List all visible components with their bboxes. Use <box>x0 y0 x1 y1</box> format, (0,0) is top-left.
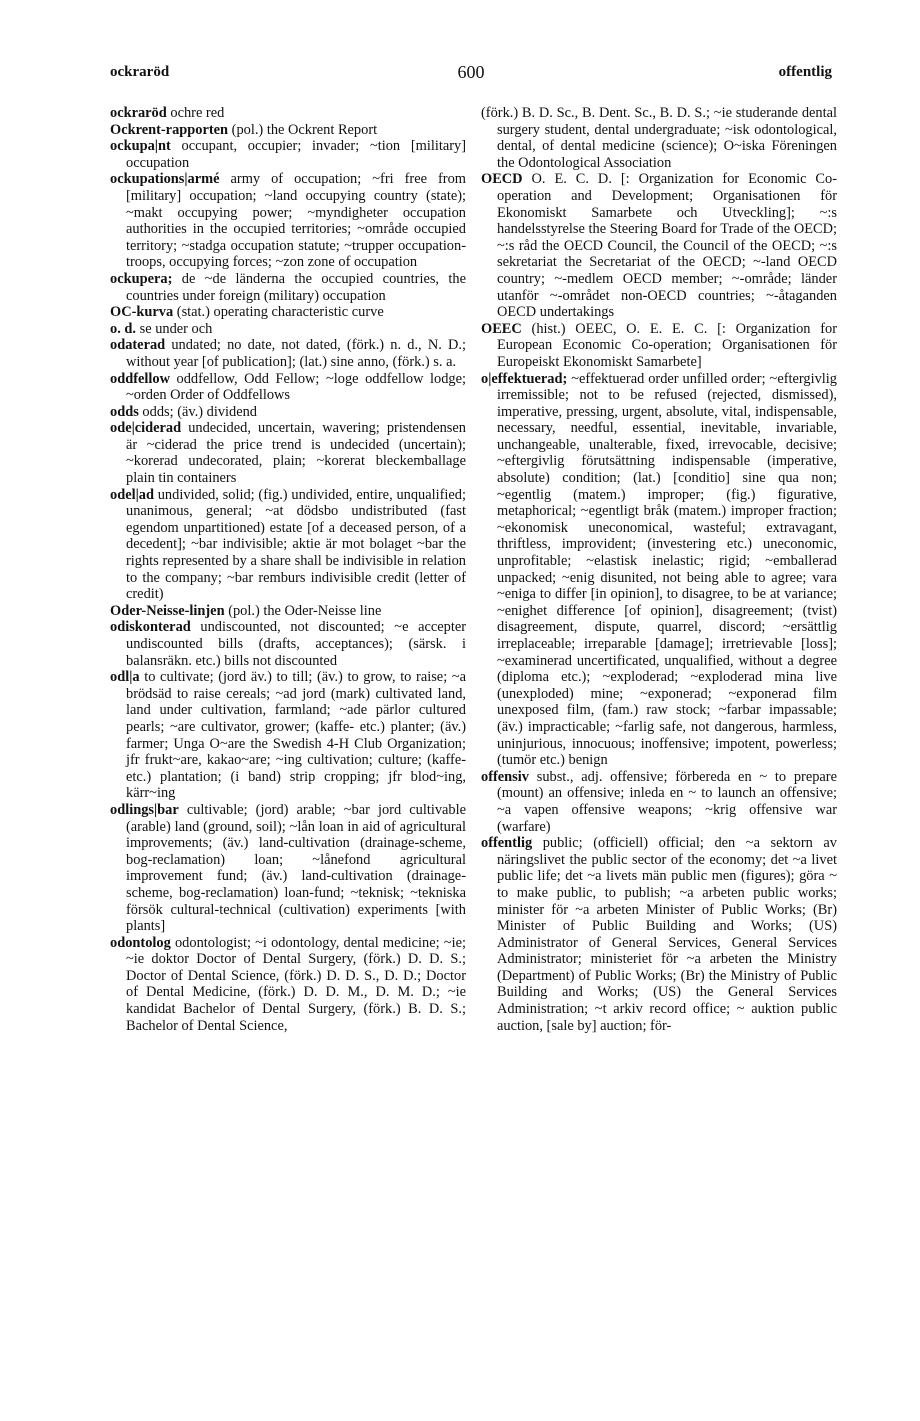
right-guideword: offentlig <box>778 64 832 80</box>
entry-definition: army of occupation; ~fri free from [military] occupation; ~land occupying country (state); ~makt occupying power; ~myndigheter occupation authorities in the occupied territories; ~område occupied territory; ~stadga occupation statute; ~trupper occupation-troops, occupying forces; ~zon zone of occupation <box>126 171 466 271</box>
entry-headword: ockraröd <box>110 105 167 121</box>
entry-headword: Ockrent-rapporten <box>110 121 229 138</box>
dictionary-entry <box>110 669 466 802</box>
entry-headword: ockupations|armé <box>110 171 220 188</box>
left-column <box>110 105 466 1034</box>
entry-definition: O. E. C. D. [: Organization for Economic Co-operation and Development; Organisationen för Ekonomiskt Samarbete och Utveckling]; ~:s handelsstyrelse the Steering Board for Trade of the OECD; ~:s råd the OECD Council, the Council of the OECD; ~:s sekretariat the Secretariat of the OECD; ~-land OECD country; ~-medlem OECD member; ~-område; länder utanför ~-området non-OECD countries; ~-åtaganden OECD undertakings <box>497 171 837 321</box>
entry-headword: OECD <box>481 171 523 188</box>
dictionary-entry <box>110 337 466 370</box>
entry-definition: cultivable; (jord) arable; ~bar jord cultivable (arable) land (ground, soil); ~lån loan in aid of agricultural improvements; (äv.) land-cultivation (drainage-scheme, bog-reclamation) loan; ~lånefond agricultural improvement fund; (äv.) land-cultivation (drainage-scheme, bog-reclamation) loan-fund; ~teknisk; ~tekniska försök cultural-technical (cultivation) experiments [with plants] <box>126 801 466 935</box>
entry-definition: de ~de länderna the occupied countries, the countries under foreign (military) occupation <box>126 270 466 304</box>
dictionary-entry <box>110 420 466 486</box>
entry-headword: odlings|bar <box>110 801 179 818</box>
dictionary-entry <box>110 122 466 139</box>
entry-headword: offentlig <box>481 835 533 852</box>
entry-headword: Oder-Neisse-linjen <box>110 602 225 619</box>
entry-headword: OC-kurva <box>110 304 174 321</box>
page-header <box>110 62 832 86</box>
dictionary-entry <box>481 371 837 769</box>
dictionary-entry <box>481 769 837 835</box>
page-number: 600 <box>457 62 485 82</box>
entry-definition: (pol.) the Oder-Neisse line <box>228 602 382 619</box>
entry-definition: subst., adj. offensive; förbereda en ~ to prepare (mount) an offensive; inleda en ~ to launch an offensive; ~a vapen offensive weapons; ~krig offensive war (warfare) <box>497 768 837 835</box>
dictionary-entry <box>110 271 466 304</box>
entry-definition: oddfellow, Odd Fellow; ~loge oddfellow lodge; ~orden Order of Oddfellows <box>126 370 466 404</box>
dictionary-entry <box>110 935 466 1035</box>
entry-definition: undated; no date, not dated, (förk.) n. d., N. D.; without year [of publication]; (lat.) sine anno, (förk.) s. a. <box>126 337 466 370</box>
dictionary-entry <box>481 321 837 371</box>
entry-headword: offensiv <box>481 768 529 785</box>
dictionary-entry <box>110 138 466 171</box>
entry-definition: se under och <box>139 320 213 337</box>
entry-definition: odontologist; ~i odontology, dental medicine; ~ie; ~ie doktor Doctor of Dental Surgery, (förk.) D. D. S.; Doctor of Dental Science, (förk.) D. D. S., D. D.; Doctor of Dental Medicine, (förk.) D. D. M., D. M. D.; ~ie kandidat Bachelor of Dental Surgery, (förk.) B. D. S.; Bachelor of Dental Science, <box>126 934 466 1034</box>
entry-headword: oddfellow <box>110 370 170 387</box>
entry-definition: public; (officiell) official; den ~a sektorn av näringslivet the public sector of the economy; det ~a livet public life; det ~a livets män public men (figures); göra ~ to make public, to publish; ~a arbeten public works; minister för ~a arbeten Minister of Public Works; (Br) Minister of Public Building and Works; (US) Administrator of General Services, General Services Administrator; ministeriet för ~a arbeten the Ministry (Department) of Public Works; (Br) the Ministry of Public Building and Works; (US) the General Services Administration; ~t arkiv record office; ~ auktion public auction, [sale by] auction; för- <box>497 835 837 1034</box>
dictionary-entry <box>481 171 837 320</box>
entry-definition: (stat.) operating characteristic curve <box>176 304 384 321</box>
entry-definition: (förk.) B. D. Sc., B. Dent. Sc., B. D. S.; ~ie studerande dental surgery student, dental undergraduate; ~isk odontological, dental, of dental medicine (science); O~iska Föreningen the Odontological Association <box>481 105 837 171</box>
entry-definition: undivided, solid; (fig.) undivided, entire, unqualified; unanimous, general; ~at dödsbo undistributed (fast egendom unpartitioned) estate [of a deceased person, of a decedent]; ~bar indivisible; aktie är mot bolaget ~bar the rights represented by a share shall be indivisible in relation to the company; ~bar remburs indivisible credit (letter of credit) <box>126 486 466 603</box>
entry-definition: odds; (äv.) dividend <box>142 403 257 420</box>
entry-headword: odiskonterad <box>110 619 191 636</box>
dictionary-entry <box>110 105 466 122</box>
entry-definition: ~effektuerad order unfilled order; ~eftergivlig irremissible; not to be refused (rejected, dismissed), imperative, pressing, urgent, absolute, vital, indispensable, necessary, needful, essential, inevitable, invariable, unchangeable, unalterable, fixed, irrevocable, decisive; ~eftergivlig förutsättning indispensable (imperative, absolute) condition; (lat.) [conditio] sine qua non; ~egentlig (matem.) improper; (fig.) figurative, metaphorical; ~egentligt bråk (matem.) improper fraction; ~ekonomisk uneconomical, wasteful; extravagant, thriftless, improvident; (investering etc.) uneconomic, unprofitable; ~elastisk inelastic; rigid; ~emballerad unpacked; ~enig disunited, not being able to agree; vara ~eniga to differ [in opinion], to disagree, to be at variance; ~enighet difference [of opinion], disagreement; (tvist) disagreement, dispute, quarrel, discord; ~ersättlig irreplaceable; irreparable [damage]; irretrievable [loss]; ~examinerad uncertificated, unqualified, without a degree (diploma etc.); ~exploderad; ~exploderad mina live (unexploded) mine; ~exponerad; ~exponerad film unexposed film, (fam.) raw stock; ~farbar impassable; (äv.) impracticable; ~farlig safe, not dangerous, harmless, uninjurious, innocuous; inoffensive; impotent, powerless; (tumör etc.) benign <box>497 370 837 769</box>
dictionary-entry <box>481 835 837 1034</box>
entry-headword: o|effektuerad; <box>481 370 568 387</box>
entry-definition: (hist.) OEEC, O. E. E. C. [: Organization for European Economic Co-operation; Organisationen för Europeiskt Ekonomiskt Samarbete] <box>497 320 837 370</box>
dictionary-entry <box>110 171 466 271</box>
dictionary-entry <box>481 105 837 171</box>
entry-definition: occupant, occupier; invader; ~tion [military] occupation <box>126 138 466 171</box>
dictionary-entry <box>110 603 466 620</box>
entry-definition: undecided, uncertain, wavering; pristendensen är ~ciderad the price trend is undecided (uncertain); ~korerad undecorated, plain; ~korerat bleckemballage plain tin containers <box>126 420 466 487</box>
right-column <box>481 105 837 1034</box>
entry-headword: OEEC <box>481 320 522 337</box>
entry-headword: odl|a <box>110 669 140 686</box>
dictionary-entry <box>110 304 466 321</box>
entry-headword: ockupera; <box>110 270 173 287</box>
dictionary-entry <box>110 802 466 935</box>
entry-headword: odontolog <box>110 934 171 951</box>
dictionary-entry <box>110 321 466 338</box>
entry-headword: ockupa|nt <box>110 138 171 155</box>
left-guideword: ockraröd <box>110 64 170 80</box>
entry-headword: odds <box>110 403 139 420</box>
dictionary-entry <box>110 619 466 669</box>
dictionary-entry <box>110 371 466 404</box>
entry-definition: to cultivate; (jord äv.) to till; (äv.) to grow, to raise; ~a brödsäd to raise cereals; ~ad jord (mark) cultivated land, land under cultivation, farmland; ~ade pärlor cultured pearls; ~are cultivator, grower; (kaffe- etc.) planter; (äv.) farmer; Unga O~are the Swedish 4-H Club Organization; jfr frukt~are, kakao~are; ~ing cultivation; culture; (kaffe- etc.) plantation; (i band) strip cropping; jfr blod~ing, kärr~ing <box>126 669 467 802</box>
entry-headword: odel|ad <box>110 486 154 503</box>
entry-headword: ode|ciderad <box>110 420 182 437</box>
dictionary-entry <box>110 404 466 421</box>
entry-headword: o. d. <box>110 320 136 337</box>
entry-definition: undiscounted, not discounted; ~e accepter undiscounted bills (drafts, acceptances); (särsk. i balansräkn. etc.) bills not discounted <box>126 619 466 669</box>
entry-headword: odaterad <box>110 337 166 354</box>
entry-definition: ochre red <box>170 105 225 121</box>
entry-definition: (pol.) the Ockrent Report <box>231 121 378 138</box>
dictionary-entry <box>110 487 466 603</box>
